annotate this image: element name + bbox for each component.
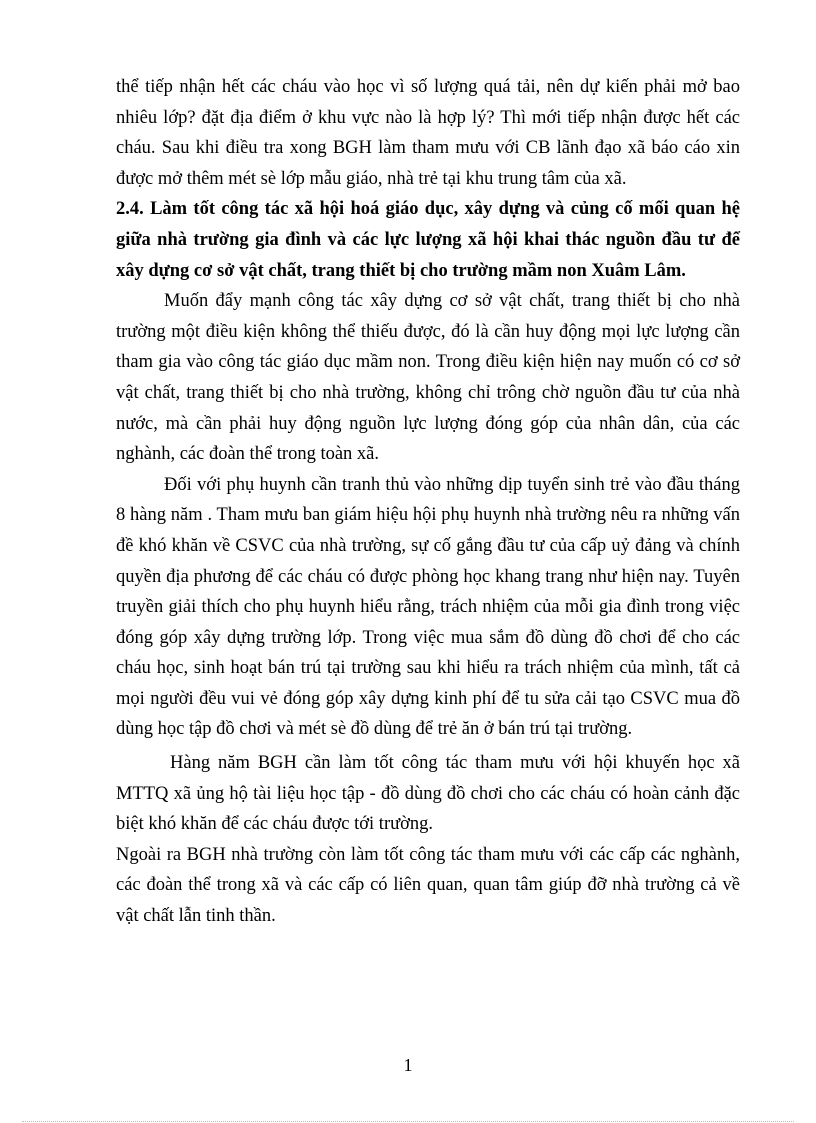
paragraph-parents: Đối với phụ huynh cần tranh thủ vào những dịp tuyển sinh trẻ vào đầu tháng 8 hàng năm . Tham mưu ban giám hiệu hội phụ huynh nhà trường nêu ra những vấn đề khó khăn về CSVC của nhà trường, sự cố gắng đầu tư của cấp uỷ đảng và chính quyền địa phương để các cháu có được phòng học khang trang như hiện nay. Tuyên truyền giải thích cho phụ huynh hiểu rằng, trách nhiệm của mỗi gia đình trong việc đóng góp xây dựng trường lớp. Trong việc mua sắm đồ dùng đồ chơi để cho các cháu học, sinh hoạt bán trú tại trường sau khi hiểu ra trách nhiệm của mình, tất cả mọi người đều vui vẻ đóng góp xây dựng kinh phí để tu sửa cải tạo CSVC mua đồ dùng học tập đồ chơi và mét sè đồ dùng để trẻ ăn ở bán trú tại trường. [116,474,740,740]
paragraph-continuation: thể tiếp nhận hết các cháu vào học vì số lượng quá tải, nên dự kiến phải mở bao nhiêu lớp? đặt địa điểm ở khu vực nào là hợp lý? Thì mới tiếp nhận được hết các cháu. Sau khi điều tra xong BGH làm tham mưu với CB lãnh đạo xã báo cáo xin được mở thêm mét sè lớp mẫu giáo, nhà trẻ tại khu trung tâm của xã. [116,77,740,189]
paragraph-additionally: Ngoài ra BGH nhà trường còn làm tốt công tác tham mưu với các cấp các nghành, các đoàn thể trong xã và các cấp có liên quan, quan tâm giúp đỡ nhà trường cả về vật chất lẫn tinh thần. [116,844,740,927]
page-number: 1 [403,1055,413,1075]
footer-divider [22,1121,794,1122]
paragraph-annual: Hàng năm BGH cần làm tốt công tác tham mưu với hội khuyến học xã MTTQ xã ủng hộ tài liệu học tập - đồ dùng đồ chơi cho các cháu có hoàn cảnh đặc biệt khó khăn để các cháu được tới trường. [116,753,740,835]
paragraph-mobilization: Muốn đẩy mạnh công tác xây dựng cơ sở vật chất, trang thiết bị cho nhà trường một điều kiện không thể thiếu được, đó là cần huy động mọi lực lượng cần tham gia vào công tác giáo dục mầm non. Trong điều kiện hiện nay muốn có cơ sở vật chất, trang thiết bị cho nhà trường, không chỉ trông chờ nguồn đầu tư của nhà nước, mà cần phải huy động nguồn lực lượng đóng góp của nhân dân, của các nghành, các đoàn thể trong toàn xã. [116,291,740,465]
section-heading: 2.4. Làm tốt công tác xã hội hoá giáo dục, xây dựng và củng cố mối quan hệ giữa nhà trường gia đình và các lực lượng xã hội khai thác nguồn đầu tư để xây dựng cơ sở vật chất, trang thiết bị cho trường mầm non Xuâm Lâm. [116,199,740,281]
document-body [116,72,740,932]
